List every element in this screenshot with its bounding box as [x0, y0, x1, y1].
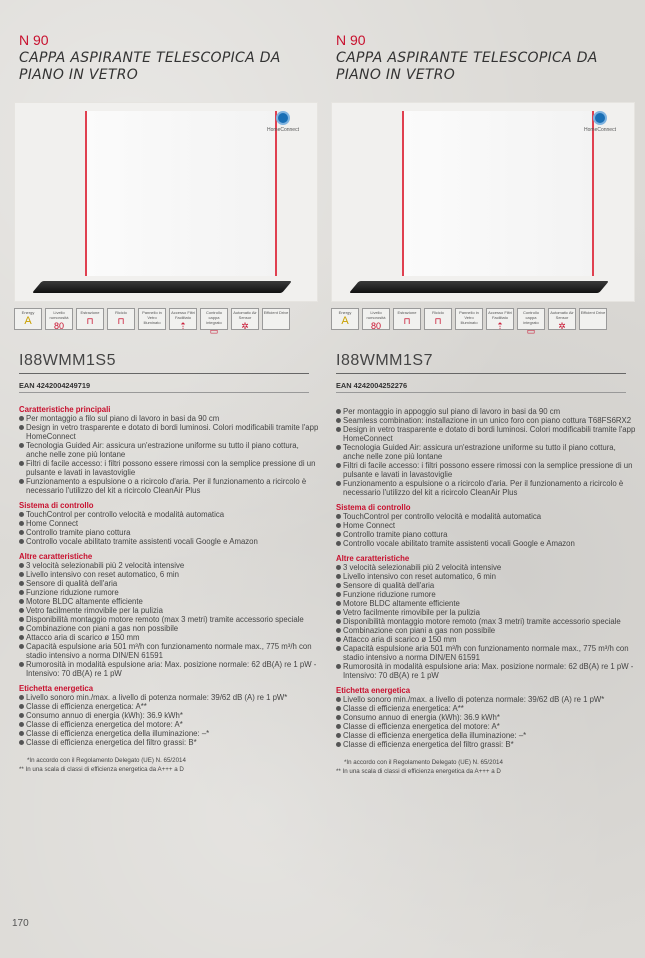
- icon-label: Estrazione: [397, 310, 417, 315]
- spec-item: Filtri di facile accesso: i filtri possono essere rimossi con la semplice pressione di un pulsante e lavati in lavastoviglie: [19, 459, 319, 477]
- spec-item: TouchControl per controllo velocità e modalità automatica: [336, 512, 636, 521]
- spec-item: Tecnologia Guided Air: assicura un'estrazione uniforme su tutto il piano cottura, anche nelle zone più lontane: [336, 443, 636, 461]
- hood-base: [349, 281, 609, 293]
- spec-item: Per montaggio a filo sul piano di lavoro in basi da 90 cm: [19, 414, 319, 423]
- spec-item: Controllo tramite piano cottura: [336, 530, 636, 539]
- spec-item: Rumorosità in modalità espulsione aria: Max. posizione normale: 62 dB(A) re 1 pW - Intensivo: 70 dB(A) re 1 pW: [19, 660, 319, 678]
- spec-list: [336, 512, 636, 548]
- homeconnect-badge: [580, 111, 620, 133]
- icon-label: Automatic Air Sensor: [550, 310, 574, 320]
- footnote: ** In una scala di classi di efficienza energetica da A+++ a D: [336, 768, 501, 775]
- spec-list: [19, 414, 319, 495]
- icon-label: Controllo cappa integrato: [522, 310, 539, 325]
- icon-value: 80: [370, 321, 381, 331]
- footnote: *In accordo con il Regolamento Delegato (UE) N. 65/2014: [344, 759, 503, 766]
- spec-item: Livello intensivo con reset automatico, 6 min: [336, 572, 636, 581]
- extraction-icon: Estrazione ⊓: [76, 308, 104, 330]
- divider: [19, 373, 309, 374]
- spec-item: Sensore di qualità dell'aria: [336, 581, 636, 590]
- spec-item: Classe di efficienza energetica del motore: A*: [19, 720, 319, 729]
- icon-value: 80: [53, 321, 64, 331]
- efficient-drive-icon: [262, 308, 290, 330]
- efficient-drive-icon: [579, 308, 607, 330]
- spec-item: Funzionamento a espulsione o a ricircolo d'aria. Per il funzionamento a ricircolo è necessario l'utilizzo del kit a ricircolo CleanAir Plus: [336, 479, 636, 497]
- noise-level-icon: [45, 308, 73, 330]
- icon-label: Accesso Filtri Facilitato: [488, 310, 512, 320]
- spec-body: [336, 407, 636, 776]
- spec-item: Per montaggio in appoggio sul piano di lavoro in basi da 90 cm: [336, 407, 636, 416]
- illuminated-glass-icon: [138, 308, 166, 330]
- section-title: Caratteristiche principali: [19, 405, 111, 414]
- icon-label: Energy: [21, 310, 35, 315]
- homeconnect-badge: [263, 111, 303, 133]
- icon-label: Efficient Drive: [580, 310, 606, 315]
- footnotes: [19, 756, 319, 774]
- spec-item: Capacità espulsione aria 501 m³/h con funzionamento normale max., 775 m³/h con stadio intensivo a norma DIN/EN 61591: [336, 644, 636, 662]
- air-sensor-icon: Automatic Air Sensor ✲: [548, 308, 576, 330]
- feature-icon-row: [14, 308, 290, 336]
- extraction-icon: Estrazione ⊓: [393, 308, 421, 330]
- footnote: *In accordo con il Regolamento Delegato (UE) N. 65/2014: [27, 757, 186, 764]
- spec-list: [19, 510, 319, 546]
- spec-item: 3 velocità selezionabili più 2 velocità intensive: [19, 561, 319, 570]
- spec-item: Classe di efficienza energetica: A**: [19, 702, 319, 711]
- spec-item: Classe di efficienza energetica del motore: A*: [336, 722, 636, 731]
- glass-panel: [85, 111, 277, 276]
- spec-item: Livello intensivo con reset automatico, 6 min: [19, 570, 319, 579]
- icon-label: Pannello in Vetro Illuminato: [459, 310, 479, 325]
- series-label: N 90: [336, 32, 366, 48]
- spec-item: Classe di efficienza energetica del filtro grassi: B*: [336, 740, 636, 749]
- product-code: I88WMM1S7: [336, 352, 433, 369]
- spec-list: [336, 407, 636, 497]
- section-title: Etichetta energetica: [336, 686, 411, 695]
- footnote: ** In una scala di classi di efficienza energetica da A+++ a D: [19, 766, 184, 773]
- spec-item: Tecnologia Guided Air: assicura un'estrazione uniforme su tutto il piano cottura, anche nelle zone più lontane: [19, 441, 319, 459]
- spec-item: Disponibilità montaggio motore remoto (max 3 metri) tramite accessorio speciale: [336, 617, 636, 626]
- homeconnect-icon: [593, 111, 607, 125]
- spec-item: Motore BLDC altamente efficiente: [336, 599, 636, 608]
- icon-label: Pannello in Vetro Illuminato: [142, 310, 162, 325]
- icon-value: A: [24, 315, 32, 327]
- spec-item: Livello sonoro min./max. a livello di potenza normale: 39/62 dB (A) re 1 pW*: [19, 693, 319, 702]
- section-title: Sistema di controllo: [336, 503, 411, 512]
- spec-item: Classe di efficienza energetica della illuminazione: –*: [19, 729, 319, 738]
- spec-item: Design in vetro trasparente e dotato di bordi luminosi. Colori modificabili tramite l'app HomeConnect: [336, 425, 636, 443]
- spec-item: Consumo annuo di energia (kWh): 36.9 kWh*: [19, 711, 319, 720]
- icon-label: Livello rumorosità: [49, 310, 69, 320]
- product-title: CAPPA ASPIRANTE TELESCOPICA DA PIANO IN VETRO: [336, 50, 598, 83]
- icon-label: Energy: [338, 310, 352, 315]
- homeconnect-label: HomeConnect: [584, 127, 616, 133]
- icon-label: Riciclo: [115, 310, 127, 315]
- spec-item: Seamless combination: installazione in un unico foro con piano cottura T68FS6RX2: [336, 416, 636, 425]
- icon-label: Livello rumorosità: [366, 310, 386, 320]
- spec-list: [19, 693, 319, 747]
- divider: [19, 392, 309, 393]
- noise-level-icon: [362, 308, 390, 330]
- icon-label: Riciclo: [432, 310, 444, 315]
- product-photo: [14, 102, 318, 302]
- section-title: Sistema di controllo: [19, 501, 94, 510]
- homeconnect-label: HomeConnect: [267, 127, 299, 133]
- spec-item: Controllo tramite piano cottura: [19, 528, 319, 537]
- spec-item: Controllo vocale abilitato tramite assistenti vocali Google e Amazon: [19, 537, 319, 546]
- glass-panel: [402, 111, 594, 276]
- air-sensor-icon: Automatic Air Sensor ✲: [231, 308, 259, 330]
- icon-value: A: [341, 315, 349, 327]
- series-label: N 90: [19, 32, 49, 48]
- spec-item: Capacità espulsione aria 501 m³/h con funzionamento normale max., 775 m³/h con stadio intensivo a norma DIN/EN 61591: [19, 642, 319, 660]
- section-title: Altre caratteristiche: [19, 552, 93, 561]
- spec-list: [336, 695, 636, 749]
- spec-item: Classe di efficienza energetica: A**: [336, 704, 636, 713]
- feature-icon-row: [331, 308, 607, 336]
- spec-list: [19, 561, 319, 678]
- divider: [336, 373, 626, 374]
- integrated-control-icon: Controllo cappa integrato ▭: [517, 308, 545, 330]
- spec-item: Rumorosità in modalità espulsione aria: Max. posizione normale: 62 dB(A) re 1 pW - Intensivo: 70 dB(A) re 1 pW: [336, 662, 636, 680]
- spec-item: Vetro facilmente rimovibile per la pulizia: [336, 608, 636, 617]
- spec-item: Sensore di qualità dell'aria: [19, 579, 319, 588]
- spec-item: TouchControl per controllo velocità e modalità automatica: [19, 510, 319, 519]
- spec-item: Design in vetro trasparente e dotato di bordi luminosi. Colori modificabili tramite l'app HomeConnect: [19, 423, 319, 441]
- spec-item: Combinazione con piani a gas non possibile: [336, 626, 636, 635]
- energy-class-icon: [14, 308, 42, 330]
- spec-item: Vetro facilmente rimovibile per la pulizia: [19, 606, 319, 615]
- spec-item: Controllo vocale abilitato tramite assistenti vocali Google e Amazon: [336, 539, 636, 548]
- integrated-control-icon: Controllo cappa integrato ▭: [200, 308, 228, 330]
- recirculation-icon: Riciclo ⊓: [107, 308, 135, 330]
- energy-class-icon: [331, 308, 359, 330]
- spec-item: Funzionamento a espulsione o a ricircolo d'aria. Per il funzionamento a ricircolo è necessario l'utilizzo del kit a ricircolo CleanAir Plus: [19, 477, 319, 495]
- spec-item: Funzione riduzione rumore: [336, 590, 636, 599]
- spec-body: [19, 405, 319, 774]
- hood-base: [32, 281, 292, 293]
- spec-item: Funzione riduzione rumore: [19, 588, 319, 597]
- section-title: Etichetta energetica: [19, 684, 94, 693]
- spec-item: Attacco aria di scarico ø 150 mm: [19, 633, 319, 642]
- icon-label: Automatic Air Sensor: [233, 310, 257, 320]
- section-title: Altre caratteristiche: [336, 554, 410, 563]
- spec-list: [336, 563, 636, 680]
- divider: [336, 392, 626, 393]
- icon-label: Controllo cappa integrato: [205, 310, 222, 325]
- icon-label: Estrazione: [80, 310, 100, 315]
- spec-item: Classe di efficienza energetica del filtro grassi: B*: [19, 738, 319, 747]
- spec-item: Home Connect: [19, 519, 319, 528]
- ean-code: EAN 4242004249719: [19, 381, 91, 390]
- ean-code: EAN 4242004252276: [336, 381, 408, 390]
- page-number: 170: [12, 918, 29, 929]
- spec-item: Livello sonoro min./max. a livello di potenza normale: 39/62 dB (A) re 1 pW*: [336, 695, 636, 704]
- filter-access-icon: Accesso Filtri Facilitato ⇡: [169, 308, 197, 330]
- spec-item: Combinazione con piani a gas non possibile: [19, 624, 319, 633]
- spec-item: 3 velocità selezionabili più 2 velocità intensive: [336, 563, 636, 572]
- spec-item: Disponibilità montaggio motore remoto (max 3 metri) tramite accessorio speciale: [19, 615, 319, 624]
- icon-label: Accesso Filtri Facilitato: [171, 310, 195, 320]
- footnotes: [336, 758, 636, 776]
- recirculation-icon: Riciclo ⊓: [424, 308, 452, 330]
- spec-item: Consumo annuo di energia (kWh): 36.9 kWh*: [336, 713, 636, 722]
- spec-item: Attacco aria di scarico ø 150 mm: [336, 635, 636, 644]
- icon-label: Efficient Drive: [263, 310, 289, 315]
- spec-item: Filtri di facile accesso: i filtri possono essere rimossi con la semplice pressione di un pulsante e lavati in lavastoviglie: [336, 461, 636, 479]
- product-photo: [331, 102, 635, 302]
- spec-item: Classe di efficienza energetica della illuminazione: –*: [336, 731, 636, 740]
- illuminated-glass-icon: [455, 308, 483, 330]
- product-title: CAPPA ASPIRANTE TELESCOPICA DA PIANO IN VETRO: [19, 50, 281, 83]
- spec-item: Home Connect: [336, 521, 636, 530]
- homeconnect-icon: [276, 111, 290, 125]
- spec-item: Motore BLDC altamente efficiente: [19, 597, 319, 606]
- filter-access-icon: Accesso Filtri Facilitato ⇡: [486, 308, 514, 330]
- product-code: I88WMM1S5: [19, 352, 116, 369]
